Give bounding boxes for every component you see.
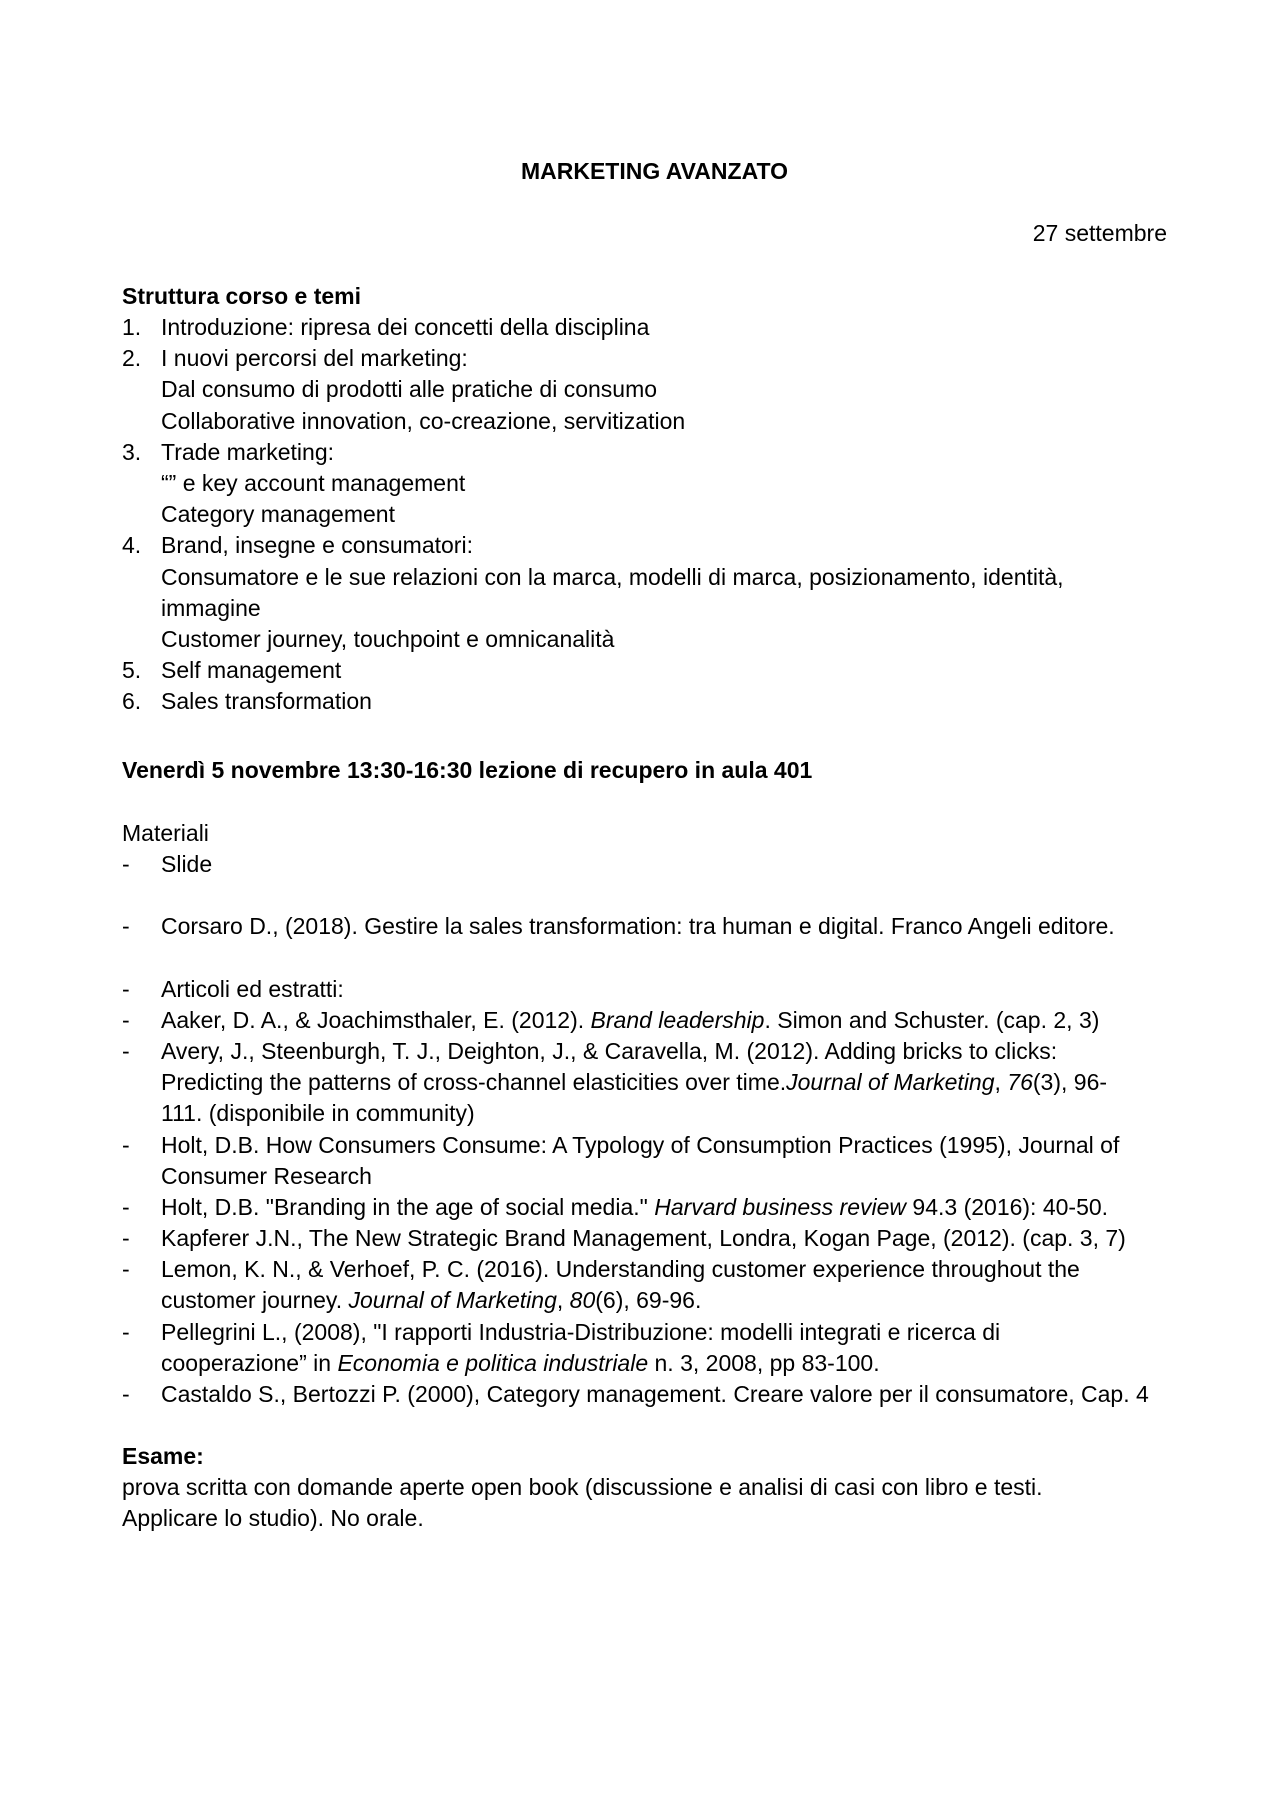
structure-item-text: “” e key account management xyxy=(161,470,466,496)
dash-marker: - xyxy=(122,1225,130,1251)
reference-holt1-line1: Holt, D.B. How Consumers Consume: A Typology of Consumption Practices (1995), Journal of xyxy=(161,1132,1120,1158)
reference-pellegrini-line2: cooperazione” in Economia e politica industriale n. 3, 2008, pp 83-100. xyxy=(161,1350,880,1376)
dash-marker: - xyxy=(122,1007,130,1033)
reference-kapferer: Kapferer J.N., The New Strategic Brand Management, Londra, Kogan Page, (2012). (cap. 3, 7) xyxy=(161,1225,1126,1251)
structure-heading: Struttura corso e temi xyxy=(122,283,361,309)
structure-item-text: Consumatore e le sue relazioni con la marca, modelli di marca, posizionamento, identità, xyxy=(161,564,1064,590)
structure-item-number: 4. xyxy=(122,532,142,558)
exam-heading: Esame: xyxy=(122,1443,204,1469)
exam-text-line2: Applicare lo studio). No orale. xyxy=(122,1505,424,1531)
dash-marker: - xyxy=(122,1132,130,1158)
structure-item-text: Brand, insegne e consumatori: xyxy=(161,532,473,558)
dash-marker: - xyxy=(122,1319,130,1345)
structure-item-text: Category management xyxy=(161,501,395,527)
dash-marker: - xyxy=(122,851,130,877)
reference-avery-line1: Avery, J., Steenburgh, T. J., Deighton, J., & Caravella, M. (2012). Adding bricks to clicks: xyxy=(161,1038,1058,1064)
dash-marker: - xyxy=(122,1256,130,1282)
dash-marker: - xyxy=(122,976,130,1002)
material-corsaro: Corsaro D., (2018). Gestire la sales transformation: tra human e digital. Franco Angeli editore. xyxy=(161,913,1115,939)
dash-marker: - xyxy=(122,913,130,939)
structure-item-text: Trade marketing: xyxy=(161,439,334,465)
structure-item-text: Collaborative innovation, co-creazione, servitization xyxy=(161,408,686,434)
reference-aaker: Aaker, D. A., & Joachimsthaler, E. (2012). Brand leadership. Simon and Schuster. (cap. 2, 3) xyxy=(161,1007,1100,1033)
reference-holt2: Holt, D.B. "Branding in the age of social media." Harvard business review 94.3 (2016): 40-50. xyxy=(161,1194,1109,1220)
structure-item-text: Introduzione: ripresa dei concetti della disciplina xyxy=(161,314,650,340)
articles-intro: Articoli ed estratti: xyxy=(161,976,344,1002)
dash-marker: - xyxy=(122,1194,130,1220)
structure-item-text: Sales transformation xyxy=(161,688,372,714)
exam-text-line1: prova scritta con domande aperte open book (discussione e analisi di casi con libro e testi. xyxy=(122,1474,1043,1500)
reference-avery-line3: 111. (disponibile in community) xyxy=(161,1100,475,1126)
materials-heading: Materiali xyxy=(122,820,209,846)
material-slide: Slide xyxy=(161,851,213,877)
recovery-lesson-notice: Venerdì 5 novembre 13:30-16:30 lezione di recupero in aula 401 xyxy=(122,757,813,783)
reference-pellegrini-line1: Pellegrini L., (2008), "I rapporti Industria-Distribuzione: modelli integrati e ricerca di xyxy=(161,1319,1001,1345)
structure-item-text: I nuovi percorsi del marketing: xyxy=(161,345,468,371)
structure-item-number: 1. xyxy=(122,314,142,340)
structure-item-number: 2. xyxy=(122,345,142,371)
structure-item-text: Self management xyxy=(161,657,342,683)
structure-item-number: 3. xyxy=(122,439,142,465)
document-date: 27 settembre xyxy=(1032,220,1167,246)
reference-castaldo: Castaldo S., Bertozzi P. (2000), Category management. Creare valore per il consumatore, Cap. 4 xyxy=(161,1381,1149,1407)
structure-item-number: 5. xyxy=(122,657,142,683)
reference-lemon-line1: Lemon, K. N., & Verhoef, P. C. (2016). Understanding customer experience throughout the xyxy=(161,1256,1080,1282)
structure-item-number: 6. xyxy=(122,688,142,714)
reference-lemon-line2: customer journey. Journal of Marketing, 80(6), 69-96. xyxy=(161,1287,702,1313)
structure-item-text: Customer journey, touchpoint e omnicanalità xyxy=(161,626,615,652)
structure-item-text: Dal consumo di prodotti alle pratiche di consumo xyxy=(161,376,658,402)
structure-item-text: immagine xyxy=(161,595,261,621)
document-title: MARKETING AVANZATO xyxy=(520,158,789,184)
dash-marker: - xyxy=(122,1381,130,1407)
reference-avery-line2: Predicting the patterns of cross-channel elasticities over time.Journal of Marketing, 76(3), 96- xyxy=(161,1069,1108,1095)
dash-marker: - xyxy=(122,1038,130,1064)
reference-holt1-line2: Consumer Research xyxy=(161,1163,372,1189)
document-page xyxy=(122,0,1167,1811)
